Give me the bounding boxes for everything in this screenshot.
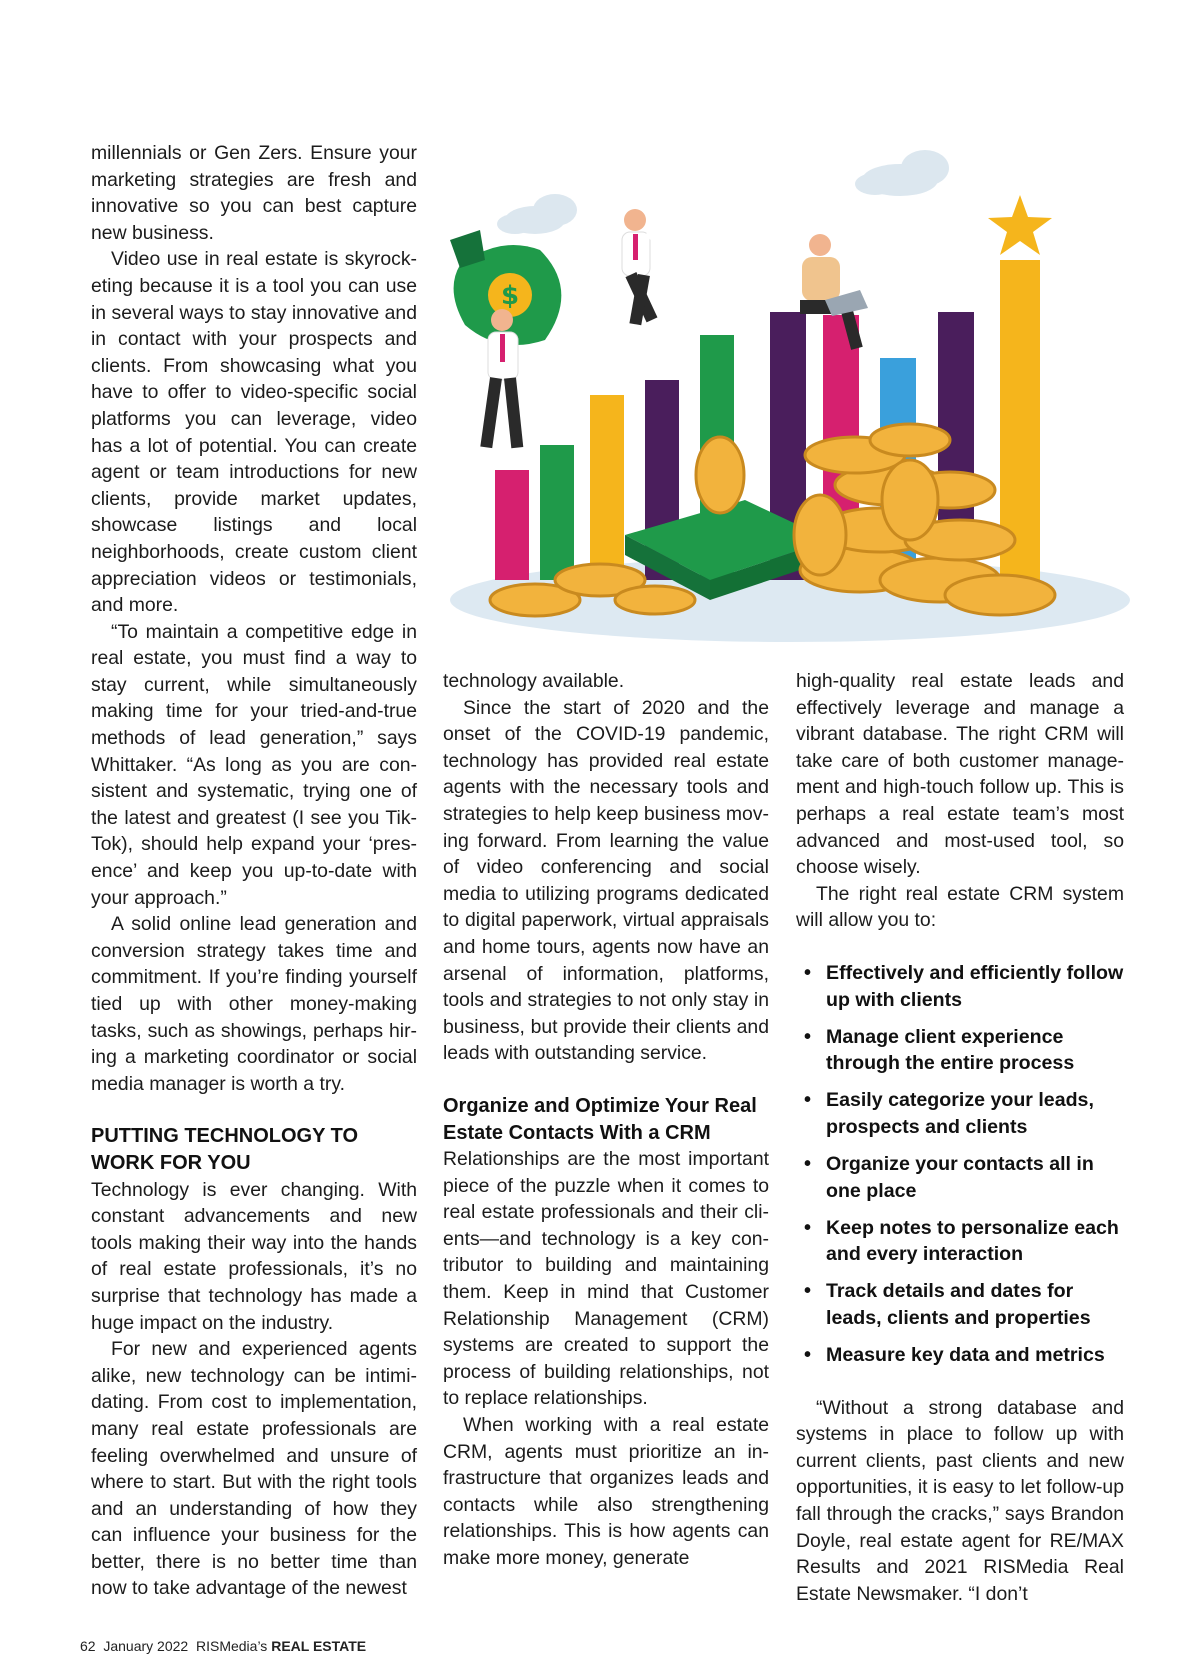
- paragraph: When working with a real estate CRM, agents must prioritize an infrastructure that organizes leads and contacts while also strengthening relationships. This is how agents can make more money, generate: [443, 1414, 769, 1569]
- paragraph: technology available.: [443, 670, 625, 692]
- paragraph: The right real estate CRM system will allow you to:: [796, 882, 1124, 932]
- svg-text:$: $: [500, 281, 520, 311]
- list-item: • Organize your contacts all in one place: [796, 1151, 1124, 1204]
- bullet-list: [796, 960, 1124, 1369]
- paragraph: Relationships are the most important piece of the puzzle when it comes to real estate professionals and their clients—and technology is a key contributor to building and maintaining them. Keep in mind that Customer Relationship Management (CRM) systems are created to support the process of building relationships, not to replace relationships.: [443, 1148, 769, 1410]
- section-heading: Organize and Optimize Your Real Estate Contacts With a CRM: [443, 1094, 757, 1144]
- paragraph: “Without a strong database and systems in place to follow up with current clients, past clients and new opportunities, it is easy to let follow-up fall through the cracks,” says Brandon Doyle, real estate agent for RE/MAX Results and 2021 RISMedia Real Estate Newsmaker. “I don’t: [796, 1396, 1124, 1605]
- publication-brand: RISMedia’s: [195, 1638, 268, 1654]
- page-footer: [80, 1638, 366, 1654]
- list-item: • Track details and dates for leads, clients and properties: [796, 1278, 1124, 1331]
- magazine-name: REAL ESTATE: [271, 1638, 367, 1654]
- middle-column: [443, 668, 769, 1572]
- list-item: • Measure key data and metrics: [796, 1342, 1124, 1369]
- cloud-icon: [497, 194, 577, 234]
- chart-bar: [540, 445, 574, 580]
- issue-date: January 2022: [103, 1638, 189, 1654]
- growth-illustration: [440, 140, 1140, 650]
- paragraph: Video use in real estate is skyrocketing because it is a tool you can use in several ways to stay innovative and in contact with your prospects and clients. From showcasing what you have to offer to video-specific social platforms you can leverage, video has a lot of potential. You can create agent or team introductions for new clients, provide market updates, showcase listings and local neighborhoods, create custom client appreciation videos or testimonials, and more.: [91, 248, 417, 617]
- star-icon: [988, 195, 1052, 255]
- right-column: [796, 668, 1124, 1607]
- paragraph: millennials or Gen Zers. Ensure your marketing strategies are fresh and innovative so you can best capture new business.: [91, 142, 417, 244]
- section-heading: PUTTING TECHNOLOGY TO WORK FOR YOU: [91, 1125, 359, 1174]
- paragraph: A solid online lead generation and conversion strategy takes time and commitment. If you’re finding yourself tied up with other money-making tasks, such as showings, perhaps hiring a marketing coordinator or social media manager is worth a try.: [91, 913, 417, 1095]
- chart-bar: [495, 470, 529, 580]
- paragraph: “To maintain a competitive edge in real estate, you must find a way to stay current, while simultaneously making time for your tried-and-true methods of lead generation,” says Whittaker. “As long as you are consistent and systematic, trying one of the latest and greatest (I see you TikTok), should help expand your ‘presence’ and keep you up-to-date with your approach.”: [91, 620, 417, 909]
- page-number: 62: [80, 1638, 96, 1654]
- paragraph: For new and experienced agents alike, new technology can be intimidating. From cost to implementation, many real estate professionals are feeling overwhelmed and unsure of where to start. But with the right tools and an understanding of how they can influence your business for the better, there is no better time than now to take advantage of the newest: [91, 1338, 417, 1600]
- list-item: • Manage client experience through the entire process: [796, 1024, 1124, 1077]
- left-column: [91, 140, 417, 1602]
- cloud-icon: [855, 150, 949, 196]
- person-figure: [622, 195, 680, 325]
- list-item: • Keep notes to personalize each and every interaction: [796, 1215, 1124, 1268]
- paragraph: Since the start of 2020 and the onset of the COVID-19 pandemic, technology has provided real estate agents with the necessary tools and strategies to help keep business moving forward. From learning the value of video conferencing and social media to utilizing programs dedicated to digital paperwork, virtual appraisals and home tours, agents now have an arsenal of information, platforms, tools and strategies to not only stay in business, but provide their clients and leads with outstanding service.: [443, 696, 769, 1065]
- paragraph: Technology is ever changing. With constant advancements and new tools making their way into the hands of real estate professionals, it’s no surprise that technology has made a huge impact on the industry.: [91, 1178, 417, 1334]
- chart-bar: [590, 395, 624, 580]
- list-item: • Easily categorize your leads, prospects and clients: [796, 1087, 1124, 1140]
- paragraph: high-quality real estate leads and effectively leverage and manage a vibrant database. The right CRM will take care of both customer management and high-touch follow up. This is perhaps a real estate team’s most advanced and most-used tool, so choose wisely.: [796, 670, 1124, 879]
- list-item: • Effectively and efficiently follow up with clients: [796, 960, 1124, 1013]
